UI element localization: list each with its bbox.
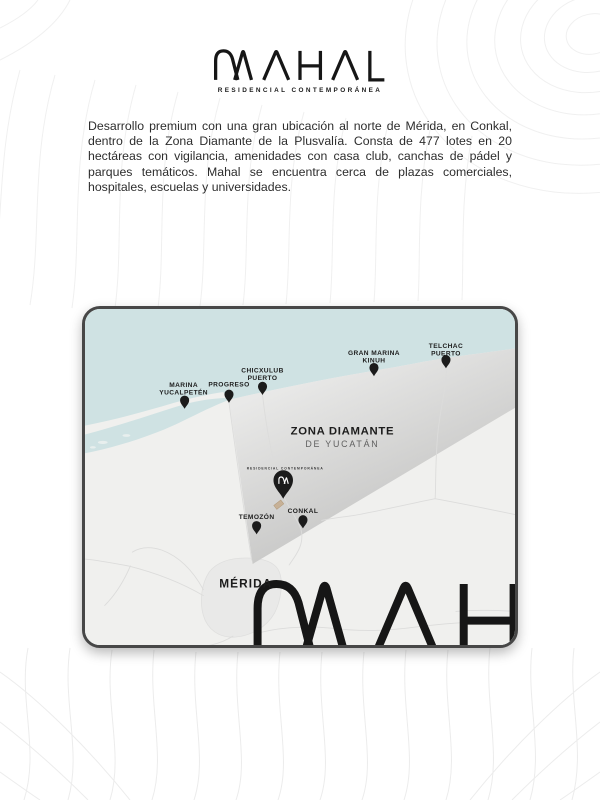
label-telchac-line2: PUERTO <box>431 350 461 358</box>
label-temozon: TEMOZÓN <box>238 513 275 522</box>
label-conkal: CONKAL <box>287 508 319 516</box>
map-card <box>82 306 518 648</box>
zone-title: ZONA DIAMANTE <box>290 425 395 438</box>
intro-paragraph: Desarrollo premium con una gran ubicación al norte de Mérida, en Conkal, dentro de la Zona Diamante de la Plusvalía. Consta de 477 lotes en 20 hectáreas con vigilancia, amenidades con casa club, canchas de pádel y parques temáticos. Mahal se encuentra cerca de plazas comerciales, hospitales, escuelas y universidades. <box>88 119 512 194</box>
merida-label: MÉRIDA <box>219 576 273 591</box>
label-progreso: PROGRESO <box>208 381 250 389</box>
zone-subtitle: DE YUCATÁN <box>305 438 380 449</box>
header <box>0 46 600 94</box>
map-brand-tagline: RESIDENCIAL CONTEMPORÁNEA <box>246 466 324 471</box>
label-gran-marina-line1: GRAN MARINA <box>347 349 400 357</box>
label-marina-line1: MARINA <box>169 382 199 390</box>
yucatan-map <box>85 309 515 645</box>
label-marina-line2: YUCALPETÉN <box>159 389 208 397</box>
logo-tagline: RESIDENCIAL CONTEMPORÁNEA <box>217 87 383 94</box>
label-telchac-line1: TELCHAC <box>428 343 464 351</box>
label-gran-marina-line2: KINUH <box>362 357 386 365</box>
mahal-logo <box>212 46 388 83</box>
label-chicxulub-line1: CHICXULUB <box>241 367 284 375</box>
label-chicxulub-line2: PUERTO <box>247 375 278 383</box>
